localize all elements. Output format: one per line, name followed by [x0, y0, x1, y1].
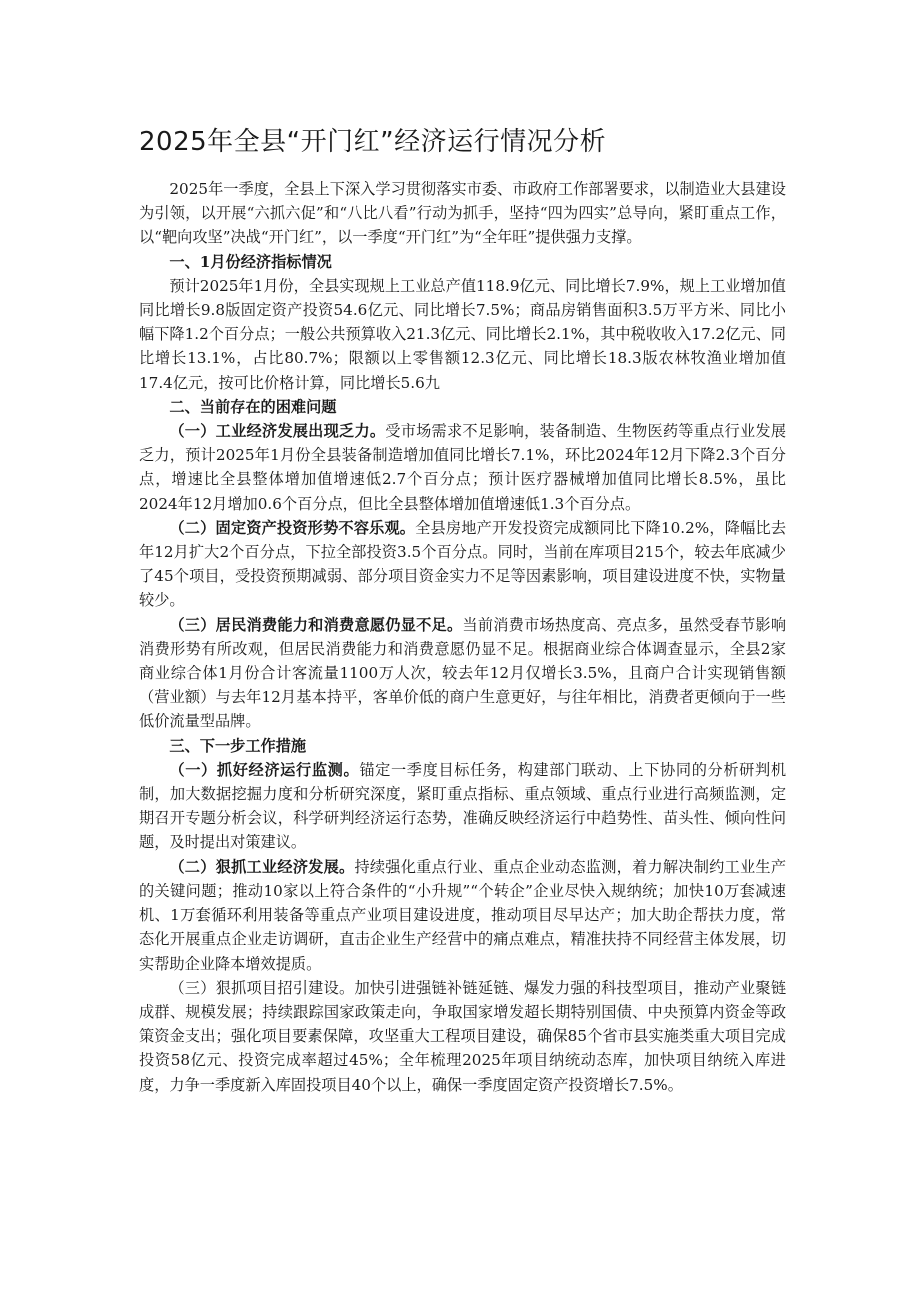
item-text: 锚定一季度目标任务，构建部门联动、上下协同的分析研判机制，加大数据挖掘力度和分析研究深度，紧盯重点指标、重点领域、重点行业进行高频监测，定期召开专题分析会议，科学研判经济运行态势，准确反映经济运行中趋势性、苗头性、倾向性问题，及时提出对策建议。	[139, 760, 787, 852]
section-2-item-2	[139, 516, 786, 613]
section-2-heading: 二、当前存在的困难问题	[169, 397, 337, 416]
item-lead: （二）狠抓工业经济发展。	[169, 857, 355, 876]
document-body	[139, 177, 786, 1097]
item-lead: （一）工业经济发展出现乏力。	[169, 422, 386, 441]
item-text: 受市场需求不足影响，装备制造、生物医药等重点行业发展乏力，预计2025年1月份全县装备制造增加值同比增长7.1%，环比2024年12月下降2.3个百分点，增速比全县整体增加值增速低2.7个百分点；预计医疗器械增加值同比增长8.5%，虽比2024年12月增加0.6个百分点，但比全县整体增加值增速低1.3个百分点。	[139, 422, 787, 513]
section-1-heading: 一、1月份经济指标情况	[169, 252, 332, 271]
item-lead: （三）狠抓项目招引建设。	[169, 978, 355, 997]
section-2-item-1	[139, 419, 786, 516]
item-text: 持续强化重点行业、重点企业动态监测，着力解决制约工业生产的关键问题；推动10家以上符合条件的“小升规”“个转企”企业尽快入规纳统；加快10万套减速机、1万套循环利用装备等重点产业项目建设进度，推动项目尽早达产；加大助企帮扶力度，常态化开展重点企业走访调研，直击企业生产经营中的痛点难点，精准扶持不同经营主体发展，切实帮助企业降本增效提质。	[139, 857, 787, 973]
intro-paragraph: 2025年一季度，全县上下深入学习贯彻落实市委、市政府工作部署要求，以制造业大县建设为引领，以开展“六抓六促”和“八比八看”行动为抓手，坚持“四为四实”总导向，紧盯重点工作，以“靶向攻坚”决战“开门红”，以一季度“开门红”为“全年旺”提供强力支撑。	[139, 180, 786, 247]
item-text: 加快引进强链补链延链、爆发力强的科技型项目，推动产业聚链成群、规模发展；持续跟踪国家政策走向，争取国家增发超长期特别国债、中央预算内资金等政策资金支出；强化项目要素保障，攻坚重大工程项目建设，确保85个省市县实施类重大项目完成投资58亿元、投资完成率超过45%；全年梳理2025年项目纳统动态库，加快项目纳统入库进度，力争一季度新入库固投项目40个以上，确保一季度固定资产投资增长7.5%。	[139, 978, 787, 1094]
section-2-item-3	[139, 613, 786, 734]
section-1-paragraph: 预计2025年1月份，全县实现规上工业总产值118.9亿元、同比增长7.9%，规上工业增加值同比增长9.8版固定资产投资54.6亿元、同比增长7.5%；商品房销售面积3.5万平方米、同比小幅下降1.2个百分点；一般公共预算收入21.3亿元、同比增长2.1%，其中税收收入17.2亿元、同比增长13.1%，占比80.7%；限额以上零售额12.3亿元、同比增长18.3版农林牧渔业增加值17.4亿元，按可比价格计算，同比增长5.6九	[139, 276, 786, 392]
item-lead: （三）居民消费能力和消费意愿仍显不足。	[169, 615, 463, 634]
section-3-heading: 三、下一步工作措施	[169, 736, 307, 755]
item-lead: （一）抓好经济运行监测。	[169, 760, 360, 779]
document-title: 2025年全县“开门红”经济运行情况分析	[139, 127, 607, 157]
item-text: 全县房地产开发投资完成额同比下降10.2%，降幅比去年12月扩大2个百分点，下拉全部投资3.5个百分点。同时，当前在库项目215个，较去年底减少了45个项目，受投资预期减弱、部分项目资金实力不足等因素影响，项目建设进度不快，实物量较少。	[139, 518, 787, 610]
section-3-item-3	[139, 976, 786, 1097]
section-3-item-2	[139, 855, 786, 976]
item-text: 当前消费市场热度高、亮点多，虽然受春节影响消费形势有所改观，但居民消费能力和消费意愿仍显不足。根据商业综合体调查显示，全县2家商业综合体1月份合计客流量1100万人次，较去年12月仅增长3.5%，且商户合计实现销售额（营业额）与去年12月基本持平，客单价低的商户生意更好，与往年相比，消费者更倾向于一些低价流量型品牌。	[139, 615, 787, 731]
section-3-item-1	[139, 758, 786, 855]
item-lead: （二）固定资产投资形势不容乐观。	[169, 518, 416, 537]
